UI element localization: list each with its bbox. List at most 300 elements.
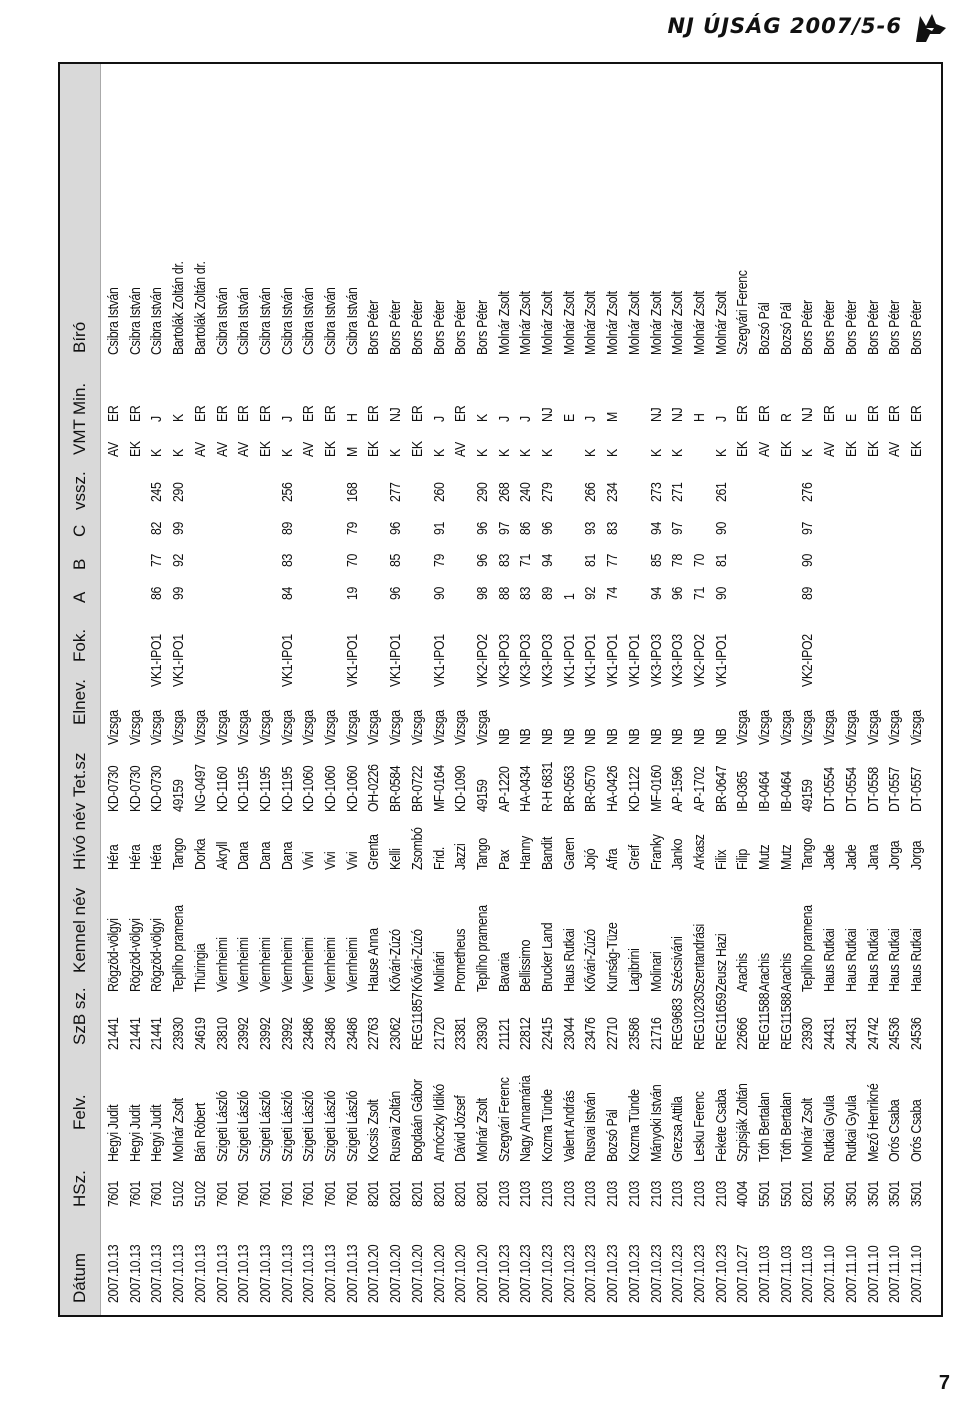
table-cell: Arachis xyxy=(777,953,795,992)
column-header: A xyxy=(70,591,89,603)
table-cell: ER xyxy=(408,405,426,422)
table-cell: 2007.10.23 xyxy=(495,1244,513,1303)
table-cell: 21716 xyxy=(647,1017,665,1050)
table-cell: VK1-IPO1 xyxy=(625,634,643,687)
table-cell: ER xyxy=(864,405,882,422)
table-row xyxy=(647,64,667,1315)
table-row xyxy=(278,64,298,1315)
table-cell: VK1-IPO1 xyxy=(343,634,361,687)
table-cell: BR-0570 xyxy=(582,765,600,812)
table-cell: 276 xyxy=(799,482,817,502)
table-cell: Haus Rutkai xyxy=(864,928,882,992)
column-header: vssz. xyxy=(70,471,89,510)
table-cell: 23486 xyxy=(343,1017,361,1050)
table-cell: AV xyxy=(300,442,318,457)
table-cell: 5102 xyxy=(191,1180,209,1207)
table-cell: 84 xyxy=(278,586,296,600)
table-cell: AV xyxy=(452,442,470,457)
table-cell: 23930 xyxy=(170,1017,188,1050)
table-cell: Jorga xyxy=(907,840,925,870)
table-cell: DT-0554 xyxy=(821,767,839,812)
table-cell: 21441 xyxy=(126,1017,144,1050)
table-cell: Jade xyxy=(821,844,839,870)
table-cell: VK1-IPO1 xyxy=(712,634,730,687)
table-cell: Janko xyxy=(669,838,687,870)
table-cell: REG11659 xyxy=(712,992,730,1050)
table-cell: BR-0584 xyxy=(387,765,405,812)
table-cell: 23930 xyxy=(799,1017,817,1050)
table-cell: Hanny xyxy=(517,836,535,870)
table-cell: Szigeti László xyxy=(300,1090,318,1162)
table-cell: VK3-IPO3 xyxy=(495,634,513,687)
table-cell: Vizsga xyxy=(387,710,405,745)
table-cell: Molnár Zsolt xyxy=(170,1098,188,1162)
table-cell: 2007.10.13 xyxy=(213,1244,231,1303)
table-cell: 2103 xyxy=(495,1180,513,1207)
table-cell: VK3-IPO3 xyxy=(517,634,535,687)
column-header: Felv. xyxy=(70,1094,89,1130)
table-cell: Csibra István xyxy=(148,287,166,355)
table-cell: Bors Péter xyxy=(799,300,817,355)
table-cell: Frid. xyxy=(430,847,448,870)
table-cell: Szécsiváni xyxy=(669,936,687,992)
table-cell: Molnár Zsolt xyxy=(799,1098,817,1162)
table-cell: EK xyxy=(907,441,925,457)
table-cell: Lagibrini xyxy=(625,948,643,992)
table-cell: 2103 xyxy=(539,1180,556,1207)
table-cell: 3501 xyxy=(886,1180,904,1207)
table-cell: Kővári-Zúzó xyxy=(408,929,426,992)
column-header: B xyxy=(70,558,89,570)
table-cell: Arnóczky Ildikó xyxy=(430,1084,448,1162)
table-row xyxy=(885,64,905,1315)
table-cell: 2103 xyxy=(647,1180,665,1207)
table-cell: KD-1195 xyxy=(256,766,274,812)
masthead-title: NJ ÚJSÁG 2007/5-6 xyxy=(667,14,902,38)
table-cell: REG11588 xyxy=(777,992,795,1050)
table-cell: 2007.11.03 xyxy=(777,1245,795,1303)
table-cell: Tango xyxy=(799,838,817,870)
table-cell: Vizsga xyxy=(278,710,296,745)
table-cell: 22666 xyxy=(734,1017,752,1050)
table-row xyxy=(408,64,428,1315)
table-cell: Molnár Zsolt xyxy=(669,291,687,355)
table-cell: Tóth Bertalan xyxy=(756,1092,773,1162)
table-cell: Bors Péter xyxy=(886,300,904,355)
table-cell: OH-0226 xyxy=(365,764,383,812)
table-row xyxy=(516,64,536,1315)
table-cell: VK2-IPO2 xyxy=(799,634,817,687)
table-cell: BR-0647 xyxy=(712,765,730,812)
table-cell: AV xyxy=(191,442,209,457)
table-cell: 2103 xyxy=(625,1180,643,1207)
results-table xyxy=(58,62,943,1317)
table-cell: Viernheimi xyxy=(235,937,253,992)
table-cell: AP-1596 xyxy=(669,766,687,812)
table-cell: AV xyxy=(756,442,773,457)
table-cell: NB xyxy=(669,728,687,745)
table-cell: Fekete Csaba xyxy=(712,1089,730,1162)
table-cell: 23381 xyxy=(452,1017,470,1050)
table-cell: EK xyxy=(777,441,795,457)
table-cell: 23486 xyxy=(322,1017,339,1050)
table-cell: 94 xyxy=(647,586,665,600)
table-cell: 5102 xyxy=(170,1180,188,1207)
table-cell: VK3-IPO3 xyxy=(647,634,665,687)
table-cell: IB-0464 xyxy=(777,771,795,812)
table-cell: 2007.10.20 xyxy=(408,1244,426,1303)
table-cell: Csibra István xyxy=(343,287,361,355)
table-cell: K xyxy=(799,449,817,457)
table-cell: Csibra István xyxy=(256,287,274,355)
table-cell: 271 xyxy=(669,482,687,502)
table-cell: NB xyxy=(647,728,665,745)
table-cell: ER xyxy=(235,405,253,422)
table-cell: Csibra István xyxy=(322,287,339,355)
table-cell: ER xyxy=(734,405,752,422)
table-cell: Bozsó Pál xyxy=(777,302,795,355)
table-cell: 22763 xyxy=(365,1017,383,1050)
table-cell: NB xyxy=(690,728,708,745)
table-cell: Héra xyxy=(126,844,144,870)
table-cell: 277 xyxy=(387,482,405,502)
table-cell: 2103 xyxy=(690,1180,708,1207)
table-cell: Vizsga xyxy=(191,710,209,745)
table-cell: 71 xyxy=(690,586,708,600)
table-cell: 2007.10.13 xyxy=(191,1244,209,1303)
table-cell: AV xyxy=(213,442,231,457)
table-cell: 83 xyxy=(604,521,622,535)
table-cell: K xyxy=(170,449,188,457)
table-cell: ER xyxy=(126,405,144,422)
table-cell: EK xyxy=(365,441,383,457)
table-cell: 2007.10.13 xyxy=(322,1244,339,1303)
table-cell: Vizsga xyxy=(799,710,817,745)
table-cell: Molnár Zsolt xyxy=(625,291,643,355)
table-cell: 90 xyxy=(712,586,730,600)
table-cell: K xyxy=(712,449,730,457)
table-cell: VK1-IPO1 xyxy=(430,634,448,687)
table-cell: VK1-IPO1 xyxy=(560,634,578,687)
table-cell: ER xyxy=(821,405,839,422)
table-cell: Vizsga xyxy=(148,710,166,745)
table-cell: J xyxy=(278,416,296,422)
table-cell: 7601 xyxy=(105,1180,122,1207)
table-cell: Arachis xyxy=(756,953,773,992)
table-cell: NB xyxy=(539,728,556,745)
table-cell: 5501 xyxy=(756,1180,773,1207)
table-cell: KD-1160 xyxy=(213,766,231,812)
table-cell: Bors Péter xyxy=(408,300,426,355)
table-cell: 290 xyxy=(170,482,188,502)
table-cell: Filip xyxy=(734,849,752,870)
table-cell: 23992 xyxy=(235,1017,253,1050)
table-cell: Hause Anna xyxy=(365,928,383,992)
table-cell: 2007.10.13 xyxy=(235,1244,253,1303)
table-cell: 256 xyxy=(278,482,296,502)
table-cell: VK1-IPO1 xyxy=(387,634,405,687)
table-row xyxy=(755,64,775,1315)
table-cell: Lesku Ferenc xyxy=(690,1091,708,1162)
table-cell: Molinári xyxy=(430,951,448,992)
table-cell: K xyxy=(430,449,448,457)
table-cell: 49159 xyxy=(473,779,491,812)
table-cell: 81 xyxy=(582,553,600,567)
table-cell: 8201 xyxy=(452,1180,470,1207)
table-cell: 2007.10.20 xyxy=(473,1244,491,1303)
table-cell: VK1-IPO1 xyxy=(148,634,166,687)
table-cell: Szentandrási xyxy=(690,924,708,992)
table-cell: Vizsga xyxy=(105,710,122,745)
table-cell: 2007.10.13 xyxy=(170,1244,188,1303)
table-cell: NJ xyxy=(669,407,687,422)
table-cell: 2007.10.13 xyxy=(148,1244,166,1303)
table-cell: 234 xyxy=(604,482,622,502)
table-cell: Vivi xyxy=(300,851,318,870)
table-cell: Csibra István xyxy=(278,287,296,355)
table-cell: Franky xyxy=(647,834,665,870)
table-row xyxy=(690,64,710,1315)
table-cell: Viernheimi xyxy=(213,937,231,992)
table-cell: ER xyxy=(365,405,383,422)
table-cell: Vizsga xyxy=(756,710,773,745)
table-cell: Viernheimi xyxy=(256,937,274,992)
table-cell: Viernheimi xyxy=(322,937,339,992)
table-cell: KD-1195 xyxy=(235,766,253,812)
table-cell: Grezsa Attila xyxy=(669,1096,687,1162)
table-cell: NJ xyxy=(539,407,556,422)
table-cell: KD-1060 xyxy=(322,765,339,812)
table-cell: ER xyxy=(756,405,773,422)
table-cell: 2007.10.23 xyxy=(690,1244,708,1303)
column-header: Min. xyxy=(70,382,89,415)
table-cell: Bors Péter xyxy=(452,300,470,355)
table-cell: Hegyi Judit xyxy=(105,1104,122,1162)
table-cell: Szegvári Ferenc xyxy=(495,1077,513,1162)
table-row xyxy=(147,64,167,1315)
table-cell: 2007.11.10 xyxy=(907,1245,925,1303)
table-cell: Vizsga xyxy=(886,710,904,745)
table-row xyxy=(820,64,840,1315)
table-cell: 22710 xyxy=(604,1017,622,1050)
table-cell: 23810 xyxy=(213,1017,231,1050)
table-cell: Kozma Tünde xyxy=(539,1089,556,1162)
table-cell: Bán Róbert xyxy=(191,1103,209,1162)
table-cell: 168 xyxy=(343,482,361,502)
column-header: Bíró xyxy=(70,321,89,353)
table-cell: BR-0563 xyxy=(560,765,578,812)
table-cell: ER xyxy=(907,405,925,422)
table-cell: Haus Rutkai xyxy=(821,928,839,992)
table-cell: Jana xyxy=(864,844,882,870)
table-cell: AV xyxy=(235,442,253,457)
table-cell: Bartolák Zoltán dr. xyxy=(170,261,188,355)
table-cell: Molnár Zsolt xyxy=(539,291,556,355)
table-cell: Csibra István xyxy=(126,287,144,355)
table-cell: ER xyxy=(191,405,209,422)
table-cell: Arachis xyxy=(734,953,752,992)
table-cell: Pax xyxy=(495,849,513,870)
table-cell: Vizsga xyxy=(842,710,860,745)
table-cell: Vizsga xyxy=(126,710,144,745)
table-cell: 8201 xyxy=(365,1180,383,1207)
table-cell: Vizsga xyxy=(864,710,882,745)
table-cell: 2103 xyxy=(582,1180,600,1207)
table-cell: 23062 xyxy=(387,1017,405,1050)
table-cell: 83 xyxy=(517,586,535,600)
table-cell: 79 xyxy=(430,553,448,567)
table-cell: Mutz xyxy=(756,844,773,870)
table-cell: 2007.10.13 xyxy=(300,1244,318,1303)
table-row xyxy=(191,64,211,1315)
masthead xyxy=(600,8,950,48)
table-cell: 8201 xyxy=(387,1180,405,1207)
table-cell: 2007.10.13 xyxy=(126,1244,144,1303)
table-cell: Vizsga xyxy=(170,710,188,745)
table-cell: 85 xyxy=(647,553,665,567)
table-cell: 2007.10.23 xyxy=(539,1244,556,1303)
table-cell: KD-1195 xyxy=(278,766,296,812)
table-cell: 2007.10.23 xyxy=(647,1244,665,1303)
table-cell: Jade xyxy=(842,844,860,870)
table-cell: Bozsó Pál xyxy=(756,302,773,355)
table-cell: 7601 xyxy=(278,1180,296,1207)
table-cell: Viernheimi xyxy=(343,937,361,992)
table-cell: Molnár Zsolt xyxy=(712,291,730,355)
table-cell: 22812 xyxy=(517,1017,535,1050)
table-cell: Zeusz Hazi xyxy=(712,933,730,992)
table-cell: 2103 xyxy=(560,1180,578,1207)
table-cell: VK1-IPO1 xyxy=(582,634,600,687)
table-cell: Bors Péter xyxy=(430,300,448,355)
table-cell: Bors Péter xyxy=(473,300,491,355)
column-header: Dátum xyxy=(70,1252,89,1303)
table-cell: Mutz xyxy=(777,844,795,870)
table-cell: 77 xyxy=(604,553,622,567)
table-cell: 3501 xyxy=(864,1180,882,1207)
column-header: VMT xyxy=(70,419,89,455)
table-cell: H xyxy=(343,413,361,422)
table-cell: 2007.11.10 xyxy=(886,1245,904,1303)
column-header: HSz. xyxy=(70,1170,89,1207)
table-cell: Rusvai Zoltán xyxy=(387,1091,405,1162)
table-cell: H xyxy=(690,413,708,422)
table-cell: Bartolák Zoltán dr. xyxy=(191,261,209,355)
table-cell: 49159 xyxy=(170,779,188,812)
table-row xyxy=(560,64,580,1315)
table-cell: 2007.10.13 xyxy=(343,1244,361,1303)
table-row xyxy=(495,64,515,1315)
table-cell: Orós Csaba xyxy=(886,1099,904,1162)
table-cell: NJ xyxy=(387,407,405,422)
table-cell: VK2-IPO2 xyxy=(473,634,491,687)
table-cell: 21121 xyxy=(495,1018,513,1050)
table-cell: 70 xyxy=(343,553,361,567)
table-cell: K xyxy=(517,449,535,457)
header-row xyxy=(60,64,100,1315)
table-cell: 90 xyxy=(712,521,730,535)
table-cell: MF-0160 xyxy=(647,765,665,812)
table-cell: 245 xyxy=(148,482,166,502)
table-cell: REG10230 xyxy=(690,991,708,1050)
table-cell: R-H 6831 xyxy=(539,761,556,812)
table-cell: Vizsga xyxy=(821,710,839,745)
table-cell: 2007.10.23 xyxy=(712,1244,730,1303)
table-cell: 2007.10.13 xyxy=(105,1244,122,1303)
table-cell: 7601 xyxy=(213,1180,231,1207)
table-cell: Szigeti László xyxy=(278,1090,296,1162)
table-cell: 19 xyxy=(343,586,361,600)
table-cell: EK xyxy=(126,441,144,457)
table-cell: 24431 xyxy=(821,1017,839,1050)
table-cell: 268 xyxy=(495,482,513,502)
column-header: Hívó név xyxy=(70,802,89,870)
table-cell: 78 xyxy=(669,553,687,567)
table-cell: 21441 xyxy=(148,1017,166,1050)
table-cell: Vizsga xyxy=(777,710,795,745)
table-cell: Molnár Zsolt xyxy=(690,291,708,355)
table-cell: 23586 xyxy=(625,1017,643,1050)
table-cell: K xyxy=(604,449,622,457)
table-cell: Teplího pramena xyxy=(473,905,491,992)
table-row xyxy=(798,64,818,1315)
table-row xyxy=(581,64,601,1315)
table-cell: K xyxy=(170,414,188,422)
table-cell: Thüringia xyxy=(191,943,209,992)
table-cell: 94 xyxy=(539,553,556,567)
table-cell: Orós Csaba xyxy=(907,1099,925,1162)
table-cell: 83 xyxy=(495,553,513,567)
table-cell: 23486 xyxy=(300,1017,318,1050)
table-cell: Rutkai Gyula xyxy=(821,1095,839,1162)
table-cell: 89 xyxy=(799,586,817,600)
table-cell: 21441 xyxy=(105,1017,122,1050)
table-cell: Akryll xyxy=(213,841,231,870)
rotated-table xyxy=(60,64,941,1315)
table-cell: Rusvai István xyxy=(582,1092,600,1162)
table-cell: 24536 xyxy=(886,1017,904,1050)
table-cell: AP-1220 xyxy=(495,766,513,812)
table-cell: REG11588 xyxy=(756,992,773,1050)
table-cell: 83 xyxy=(278,553,296,567)
table-cell: 21720 xyxy=(430,1017,448,1050)
table-cell: 96 xyxy=(669,586,687,600)
table-cell: Bors Péter xyxy=(842,300,860,355)
table-cell: Jorga xyxy=(886,840,904,870)
table-cell: NJ xyxy=(799,407,817,422)
table-row xyxy=(364,64,384,1315)
table-cell: BR-0722 xyxy=(408,765,426,812)
table-row xyxy=(213,64,233,1315)
table-row xyxy=(234,64,254,1315)
table-row xyxy=(104,64,124,1315)
table-cell: 97 xyxy=(669,521,687,535)
table-row xyxy=(625,64,645,1315)
table-cell: Szigeti László xyxy=(322,1090,339,1162)
table-cell: 92 xyxy=(170,553,188,567)
table-cell: VK3-IPO3 xyxy=(539,634,556,687)
table-cell: Vizsga xyxy=(256,710,274,745)
table-cell: Jojó xyxy=(582,848,600,870)
table-cell: 23992 xyxy=(256,1017,274,1050)
table-cell: 94 xyxy=(647,521,665,535)
table-cell: EK xyxy=(322,441,339,457)
table-cell: K xyxy=(669,449,687,457)
table-cell: 24742 xyxy=(864,1017,882,1050)
table-cell: DT-0554 xyxy=(842,767,860,812)
table-cell: 2007.10.23 xyxy=(625,1244,643,1303)
table-cell: 23930 xyxy=(473,1017,491,1050)
